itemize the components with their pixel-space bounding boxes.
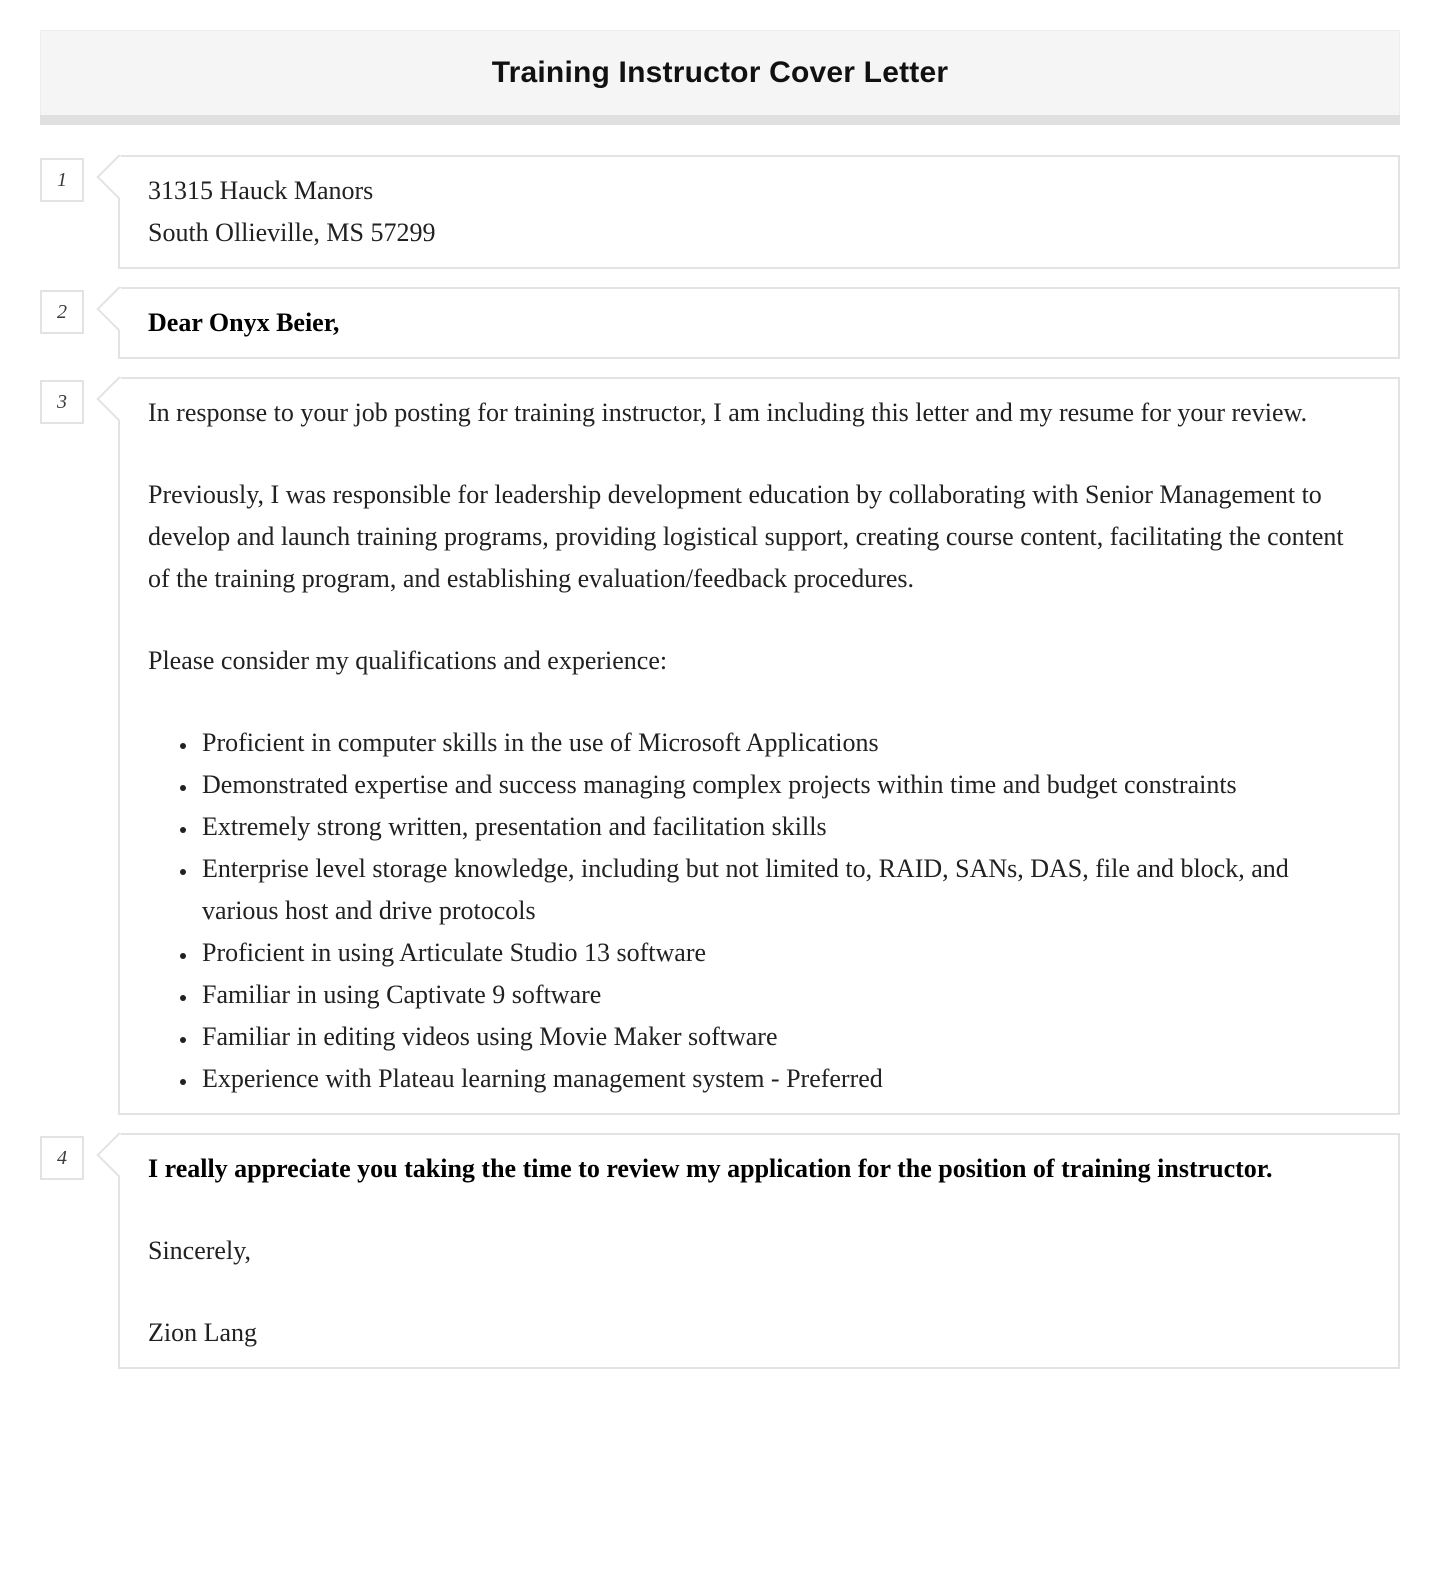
header-divider [40,115,1400,125]
section-salutation [40,287,1400,359]
section-number-badge: 4 [40,1136,84,1180]
list-item: • Proficient in computer skills in the use of Microsoft Applications [198,722,1370,764]
qualifications-list [148,722,1370,1100]
list-item: • Familiar in editing videos using Movie Maker software [198,1016,1370,1058]
section-body [40,377,1400,1115]
salutation-block [118,287,1400,359]
body-block [118,377,1400,1115]
closing-block [118,1133,1400,1369]
closing-appreciation: I really appreciate you taking the time to review my application for the position of training instructor. [148,1154,1273,1183]
address-lines [148,170,1370,254]
page-title: Training Instructor Cover Letter [491,56,949,89]
address-block [118,155,1400,269]
salutation-text: Dear Onyx Beier, [148,308,340,337]
closing-signature: Zion Lang [148,1318,258,1347]
list-item: • Proficient in using Articulate Studio 13 software [198,932,1370,974]
list-item: • Demonstrated expertise and success managing complex projects within time and budget constraints [198,764,1370,806]
section-address [40,155,1400,269]
body-paragraph-3: Please consider my qualifications and experience: [148,646,668,675]
section-number-badge: 1 [40,158,84,202]
address-line-1: 31315 Hauck Manors [148,176,374,205]
list-item: • Enterprise level storage knowledge, including but not limited to, RAID, SANs, DAS, file and block, and various host and drive protocols [198,848,1370,932]
address-line-2: South Ollieville, MS 57299 [148,218,436,247]
list-item: • Experience with Plateau learning management system - Preferred [198,1058,1370,1100]
list-item: • Familiar in using Captivate 9 software [198,974,1370,1016]
section-closing [40,1133,1400,1369]
closing-signoff: Sincerely, [148,1236,251,1265]
body-paragraph-1: In response to your job posting for training instructor, I am including this letter and my resume for your review. [148,398,1308,427]
body-paragraph-2: Previously, I was responsible for leadership development education by collaborating with Senior Management to develop and launch training programs, providing logistical support, creating course content, facilitating the content of the training program, and establishing evaluation/feedback procedures. [148,480,1344,593]
list-item: • Extremely strong written, presentation and facilitation skills [198,806,1370,848]
section-number-badge: 2 [40,290,84,334]
section-number-badge: 3 [40,380,84,424]
page-header [40,30,1400,115]
